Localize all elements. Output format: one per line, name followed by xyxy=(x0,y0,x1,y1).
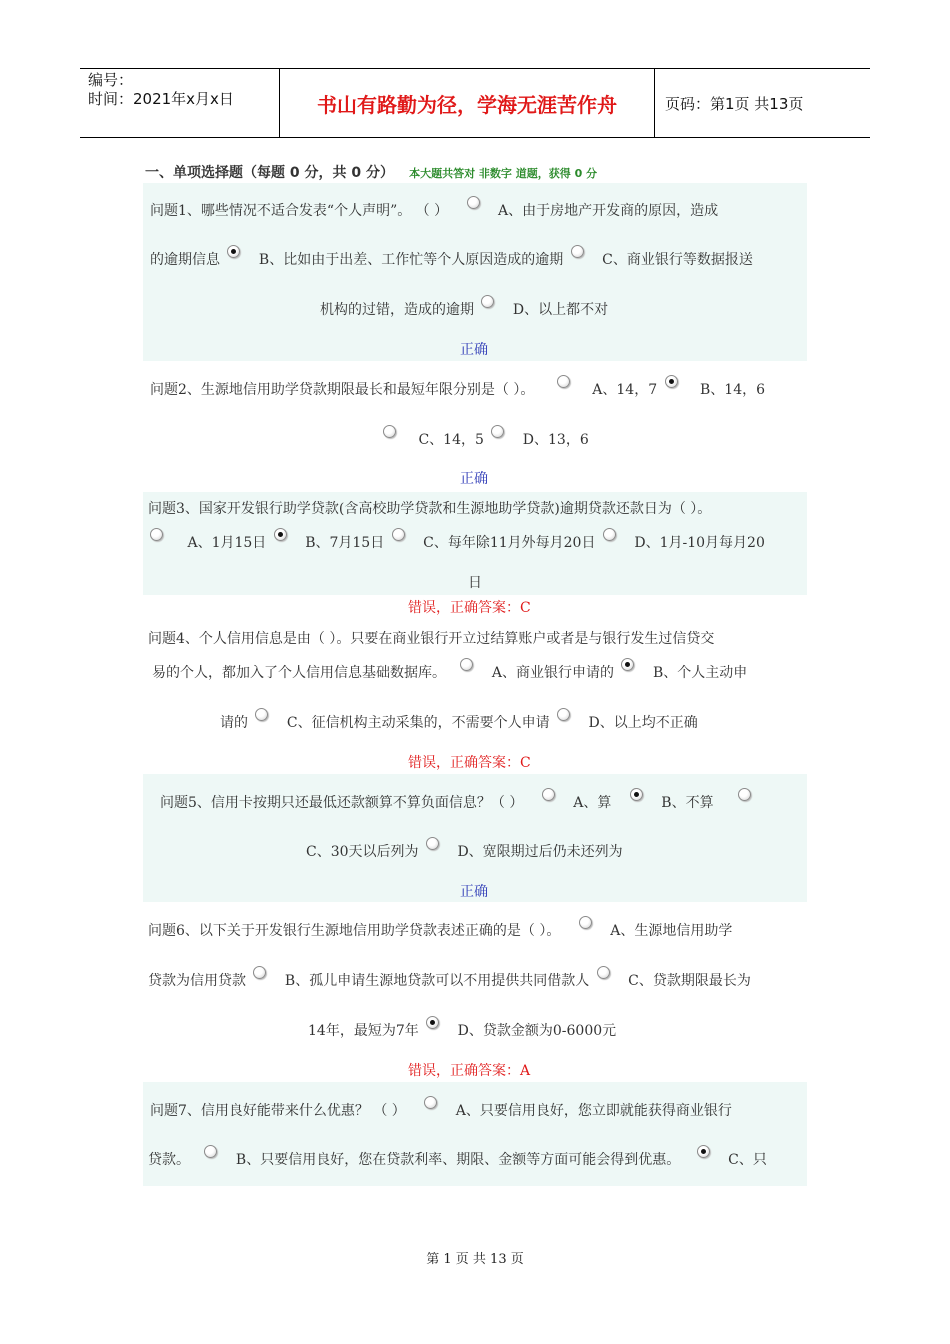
option-c: C、征信机构主动采集的，不需要个人申请 xyxy=(286,715,550,731)
question-7-stem: 问题7、信用良好能带来什么优惠？ （ ） xyxy=(150,1103,406,1119)
radio-button-selected[interactable] xyxy=(227,245,240,258)
option-b: B、不算 xyxy=(661,795,714,811)
radio-button[interactable] xyxy=(738,788,751,801)
option-d: D、13，6 xyxy=(522,432,589,448)
radio-button[interactable] xyxy=(424,1096,437,1109)
document-header xyxy=(80,68,870,138)
question-7-line-2 xyxy=(148,1145,767,1169)
question-3-line-2 xyxy=(148,528,765,552)
radio-button[interactable] xyxy=(597,966,610,979)
question-4-stem: 问题4、个人信用信息是由（ ）。只要在商业银行开立过结算账户或者是与银行发生过信贷交 xyxy=(148,631,715,647)
section-title: 一、单项选择题（每题 0 分，共 0 分） xyxy=(145,165,394,181)
option-c: C、14，5 xyxy=(418,432,484,448)
option-a: A、14，7 xyxy=(592,382,658,398)
radio-button[interactable] xyxy=(383,425,396,438)
header-motto: 书山有路勤为径，学海无涯苦作舟 xyxy=(280,69,655,137)
option-d-cont: 日 xyxy=(468,575,482,591)
radio-button[interactable] xyxy=(392,528,405,541)
option-a-cont: 的逾期信息 xyxy=(150,252,220,268)
number-label: 编号： xyxy=(88,71,134,89)
question-6-line-3 xyxy=(308,1016,616,1040)
option-a: A、算 xyxy=(573,795,612,811)
question-5-line-2 xyxy=(306,837,623,861)
question-5-stem: 问题5、信用卡按期只还最低还款额算不算负面信息？（ ） xyxy=(160,795,524,811)
option-a: A、只要信用良好，您立即就能获得商业银行 xyxy=(455,1103,732,1119)
option-c: C、商业银行等数据报送 xyxy=(602,252,753,268)
radio-button-selected[interactable] xyxy=(665,375,678,388)
option-c-cont: 机构的过错，造成的逾期 xyxy=(320,302,474,318)
option-d: D、1月-10月每月20 xyxy=(634,535,765,551)
question-2-line-1 xyxy=(150,375,765,399)
radio-button[interactable] xyxy=(467,196,480,209)
option-b: B、孤儿申请生源地贷款可以不用提供共同借款人 xyxy=(284,973,590,989)
question-2-result: 正确 xyxy=(460,471,488,487)
question-5-result: 正确 xyxy=(460,884,488,900)
option-a: A、商业银行申请的 xyxy=(491,665,615,681)
question-6-line-1 xyxy=(148,916,732,940)
section-heading xyxy=(145,162,597,182)
option-a-cont: 贷款。 xyxy=(148,1152,190,1168)
option-b-cont: 请的 xyxy=(220,715,248,731)
option-d: D、贷款金额为0-6000元 xyxy=(457,1023,617,1039)
option-d: D、宽限期过后仍未还列为 xyxy=(457,844,623,860)
radio-button-selected[interactable] xyxy=(621,658,634,671)
option-b: B、比如由于出差、工作忙等个人原因造成的逾期 xyxy=(258,252,564,268)
radio-button[interactable] xyxy=(579,916,592,929)
radio-button[interactable] xyxy=(460,658,473,671)
header-page-info: 页码：第1页 共13页 xyxy=(665,94,804,113)
radio-button[interactable] xyxy=(571,245,584,258)
option-c: C、每年除11月外每月20日 xyxy=(423,535,596,551)
radio-button[interactable] xyxy=(204,1145,217,1158)
option-d: D、以上均不正确 xyxy=(588,715,698,731)
question-6-result: 错误，正确答案：A xyxy=(408,1063,531,1079)
option-c: C、只 xyxy=(728,1152,767,1168)
option-c-cont: 14年，最短为7年 xyxy=(308,1023,419,1039)
time-label: 时间：2021年x月x日 xyxy=(88,90,234,108)
option-d: D、以上都不对 xyxy=(512,302,609,318)
question-1-stem: 问题1、哪些情况不适合发表“个人声明”。 （ ） xyxy=(150,203,449,219)
question-3-stem: 问题3、国家开发银行助学贷款(含高校助学贷款和生源地助学贷款)逾期贷款还款日为（ ）。 xyxy=(148,501,712,517)
question-2-stem: 问题2、生源地信用助学贷款期限最长和最短年限分别是（ ）。 xyxy=(150,382,535,398)
radio-button[interactable] xyxy=(253,966,266,979)
question-1-line-1 xyxy=(150,196,718,220)
radio-button[interactable] xyxy=(481,295,494,308)
question-1-line-2 xyxy=(150,245,753,269)
radio-button[interactable] xyxy=(426,837,439,850)
radio-button[interactable] xyxy=(491,425,504,438)
radio-button[interactable] xyxy=(542,788,555,801)
radio-button-selected[interactable] xyxy=(426,1016,439,1029)
question-4-result: 错误，正确答案：C xyxy=(408,755,531,771)
option-b: B、14，6 xyxy=(700,382,766,398)
radio-button-selected[interactable] xyxy=(630,788,643,801)
option-b: B、只要信用良好，您在贷款利率、期限、金额等方面可能会得到优惠。 xyxy=(235,1152,681,1168)
question-1-line-3 xyxy=(320,295,608,319)
question-4-line-2 xyxy=(152,658,747,682)
radio-button[interactable] xyxy=(557,375,570,388)
question-4-stem-cont: 易的个人，都加入了个人信用信息基础数据库。 xyxy=(152,665,446,681)
question-3-line-1 xyxy=(148,498,711,518)
question-5-line-1 xyxy=(160,788,754,812)
option-a-cont: 贷款为信用贷款 xyxy=(148,973,246,989)
question-4-line-1 xyxy=(148,628,714,648)
option-b: B、个人主动申 xyxy=(652,665,748,681)
option-b: B、7月15日 xyxy=(305,535,385,551)
question-7-line-1 xyxy=(150,1096,732,1120)
option-a: A、生源地信用助学 xyxy=(610,923,733,939)
option-a: A、由于房地产开发商的原因，造成 xyxy=(498,203,719,219)
page-footer: 第 1 页 共 13 页 xyxy=(426,1252,524,1267)
option-c: C、30天以后列为 xyxy=(306,844,419,860)
radio-button[interactable] xyxy=(603,528,616,541)
section-summary: 本大题共答对 非数字 道题，获得 0 分 xyxy=(409,167,598,180)
radio-button[interactable] xyxy=(150,528,163,541)
radio-button[interactable] xyxy=(557,708,570,721)
question-2-line-2 xyxy=(380,425,589,449)
radio-button[interactable] xyxy=(255,708,268,721)
option-c: C、贷款期限最长为 xyxy=(628,973,751,989)
question-4-line-3 xyxy=(220,708,698,732)
option-a: A、1月15日 xyxy=(187,535,267,551)
question-3-line-3 xyxy=(468,572,482,592)
question-6-line-2 xyxy=(148,966,751,990)
radio-button-selected[interactable] xyxy=(697,1145,710,1158)
radio-button-selected[interactable] xyxy=(274,528,287,541)
question-3-result: 错误，正确答案：C xyxy=(408,600,531,616)
question-1-result: 正确 xyxy=(460,342,488,358)
question-6-stem: 问题6、以下关于开发银行生源地信用助学贷款表述正确的是（ ）。 xyxy=(148,923,561,939)
header-meta xyxy=(80,69,280,137)
